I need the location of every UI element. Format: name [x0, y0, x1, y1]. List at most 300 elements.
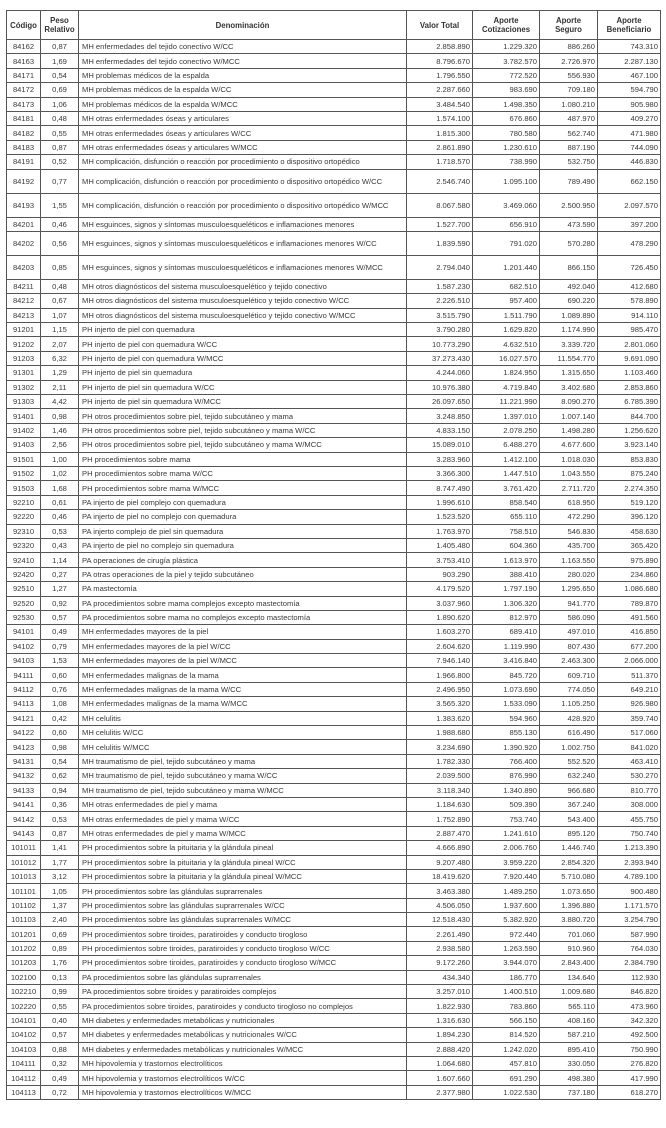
cell-valor-total: 3.484.540: [407, 97, 473, 111]
cell-denominacion: MH traumatismo de piel, tejido subcutáneo y mama: [79, 754, 407, 768]
cell-aporte-seguro: 774.050: [540, 682, 598, 696]
cell-codigo: 84213: [7, 308, 41, 322]
cell-peso-relativo: 6,32: [41, 351, 79, 365]
cell-peso-relativo: 0,88: [41, 1042, 79, 1056]
cell-aporte-seguro: 1.002.750: [540, 740, 598, 754]
cell-aporte-seguro: 1.498.280: [540, 423, 598, 437]
cell-codigo: 92530: [7, 610, 41, 624]
table-row: [7, 126, 661, 140]
cell-aporte-seguro: 473.590: [540, 217, 598, 231]
cell-codigo: 84202: [7, 231, 41, 255]
table-row: [7, 395, 661, 409]
table-row: [7, 985, 661, 999]
cell-codigo: 84211: [7, 279, 41, 293]
cell-denominacion: MH problemas médicos de la espalda: [79, 68, 407, 82]
table-row: [7, 927, 661, 941]
cell-codigo: 94131: [7, 754, 41, 768]
cell-aporte-cotizaciones: 791.020: [473, 231, 540, 255]
cell-aporte-cotizaciones: 3.944.070: [473, 956, 540, 970]
cell-aporte-seguro: 546.830: [540, 524, 598, 538]
cell-denominacion: PA procedimientos sobre tiroides y paratiroides complejos: [79, 985, 407, 999]
cell-peso-relativo: 0,87: [41, 826, 79, 840]
cell-aporte-cotizaciones: 388.410: [473, 567, 540, 581]
cell-aporte-cotizaciones: 1.306.320: [473, 596, 540, 610]
cell-valor-total: 4.833.150: [407, 423, 473, 437]
table-row: [7, 898, 661, 912]
cell-peso-relativo: 3,12: [41, 869, 79, 883]
cell-aporte-cotizaciones: 876.990: [473, 769, 540, 783]
cell-aporte-seguro: 789.490: [540, 169, 598, 193]
table-row: [7, 510, 661, 524]
cell-aporte-seguro: 737.180: [540, 1085, 598, 1099]
cell-codigo: 94122: [7, 726, 41, 740]
cell-valor-total: 3.515.790: [407, 308, 473, 322]
table-row: [7, 941, 661, 955]
cell-denominacion: MH enfermedades del tejido conectivo W/CC: [79, 40, 407, 54]
cell-peso-relativo: 0,53: [41, 812, 79, 826]
cell-denominacion: PH procedimientos sobre la pituitaria y la glándula pineal W/CC: [79, 855, 407, 869]
cell-aporte-seguro: 1.174.990: [540, 323, 598, 337]
cell-aporte-beneficiario: 3.254.790: [598, 913, 661, 927]
cell-peso-relativo: 0,46: [41, 510, 79, 524]
cell-aporte-cotizaciones: 7.920.440: [473, 869, 540, 883]
cell-peso-relativo: 0,54: [41, 68, 79, 82]
cell-aporte-cotizaciones: 1.533.090: [473, 697, 540, 711]
cell-denominacion: PH injerto de piel con quemadura W/CC: [79, 337, 407, 351]
cell-aporte-beneficiario: 926.980: [598, 697, 661, 711]
cell-aporte-seguro: 2.711.720: [540, 481, 598, 495]
cell-aporte-seguro: 498.380: [540, 1071, 598, 1085]
cell-aporte-cotizaciones: 3.416.840: [473, 654, 540, 668]
cell-valor-total: 1.383.620: [407, 711, 473, 725]
table-row: [7, 481, 661, 495]
cell-peso-relativo: 4,42: [41, 395, 79, 409]
cell-valor-total: 3.257.010: [407, 985, 473, 999]
cell-valor-total: 3.037.960: [407, 596, 473, 610]
cell-aporte-seguro: 543.400: [540, 812, 598, 826]
table-row: [7, 639, 661, 653]
cell-aporte-beneficiario: 359.740: [598, 711, 661, 725]
cell-valor-total: 2.546.740: [407, 169, 473, 193]
cell-codigo: 94111: [7, 668, 41, 682]
cell-aporte-cotizaciones: 1.400.510: [473, 985, 540, 999]
table-row: [7, 855, 661, 869]
table-row: [7, 697, 661, 711]
cell-peso-relativo: 0,36: [41, 797, 79, 811]
cell-aporte-beneficiario: 455.750: [598, 812, 661, 826]
cell-peso-relativo: 0,55: [41, 999, 79, 1013]
cell-aporte-seguro: 408.160: [540, 1013, 598, 1027]
cell-peso-relativo: 1,77: [41, 855, 79, 869]
cell-codigo: 91501: [7, 452, 41, 466]
cell-valor-total: 4.244.060: [407, 366, 473, 380]
cell-valor-total: 3.753.410: [407, 553, 473, 567]
table-row: [7, 337, 661, 351]
cell-aporte-cotizaciones: 6.488.270: [473, 438, 540, 452]
cell-peso-relativo: 1,05: [41, 884, 79, 898]
cell-aporte-beneficiario: 416.850: [598, 625, 661, 639]
cell-valor-total: 1.763.970: [407, 524, 473, 538]
cell-aporte-cotizaciones: 1.263.590: [473, 941, 540, 955]
table-row: [7, 913, 661, 927]
cell-codigo: 84171: [7, 68, 41, 82]
cell-aporte-seguro: 1.043.550: [540, 466, 598, 480]
cell-aporte-seguro: 2.854.320: [540, 855, 598, 869]
cell-valor-total: 2.377.980: [407, 1085, 473, 1099]
table-row: [7, 884, 661, 898]
cell-aporte-beneficiario: 2.274.350: [598, 481, 661, 495]
cell-aporte-beneficiario: 1.171.570: [598, 898, 661, 912]
cell-denominacion: MH esguinces, signos y síntomas musculoesqueléticos e inflamaciones menores W/CC: [79, 231, 407, 255]
cell-denominacion: MH diabetes y enfermedades metabólicas y nutricionales: [79, 1013, 407, 1027]
cell-denominacion: PH procedimientos sobre mama: [79, 452, 407, 466]
cell-denominacion: PH otros procedimientos sobre piel, tejido subcutáneo y mama W/CC: [79, 423, 407, 437]
cell-aporte-seguro: 895.120: [540, 826, 598, 840]
cell-peso-relativo: 1,41: [41, 841, 79, 855]
cell-denominacion: PH injerto de piel sin quemadura: [79, 366, 407, 380]
cell-codigo: 91503: [7, 481, 41, 495]
cell-codigo: 84162: [7, 40, 41, 54]
cell-denominacion: MH celulitis: [79, 711, 407, 725]
cell-aporte-beneficiario: 2.097.570: [598, 193, 661, 217]
cell-denominacion: MH esguinces, signos y síntomas musculoesqueléticos e inflamaciones menores: [79, 217, 407, 231]
cell-aporte-seguro: 11.554.770: [540, 351, 598, 365]
cell-codigo: 92310: [7, 524, 41, 538]
cell-peso-relativo: 0,48: [41, 279, 79, 293]
cell-denominacion: PA injerto de piel no complejo sin quemadura: [79, 538, 407, 552]
cell-denominacion: MH diabetes y enfermedades metabólicas y nutricionales W/MCC: [79, 1042, 407, 1056]
table-row: [7, 668, 661, 682]
table-row: [7, 40, 661, 54]
cell-aporte-cotizaciones: 845.720: [473, 668, 540, 682]
cell-aporte-beneficiario: 409.270: [598, 111, 661, 125]
cell-codigo: 84203: [7, 255, 41, 279]
cell-denominacion: PH procedimientos sobre la pituitaria y la glándula pineal: [79, 841, 407, 855]
cell-codigo: 101012: [7, 855, 41, 869]
cell-aporte-seguro: 1.080.210: [540, 97, 598, 111]
cell-aporte-cotizaciones: 738.990: [473, 155, 540, 169]
cell-aporte-cotizaciones: 1.022.530: [473, 1085, 540, 1099]
cell-valor-total: 1.587.230: [407, 279, 473, 293]
cell-peso-relativo: 2,07: [41, 337, 79, 351]
cell-aporte-seguro: 966.680: [540, 783, 598, 797]
cell-aporte-cotizaciones: 3.469.060: [473, 193, 540, 217]
cell-denominacion: MH esguinces, signos y síntomas musculoesqueléticos e inflamaciones menores W/MCC: [79, 255, 407, 279]
cell-aporte-seguro: 1.396.880: [540, 898, 598, 912]
cell-valor-total: 2.861.890: [407, 140, 473, 154]
cell-aporte-beneficiario: 2.853.860: [598, 380, 661, 394]
cell-denominacion: PH otros procedimientos sobre piel, tejido subcutáneo y mama: [79, 409, 407, 423]
cell-codigo: 94142: [7, 812, 41, 826]
cell-valor-total: 1.405.480: [407, 538, 473, 552]
table-body: [7, 40, 661, 1100]
cell-peso-relativo: 0,43: [41, 538, 79, 552]
cell-codigo: 91303: [7, 395, 41, 409]
cell-aporte-beneficiario: 473.960: [598, 999, 661, 1013]
cell-denominacion: PH procedimientos sobre tiroides, paratiroides y conducto tirogloso: [79, 927, 407, 941]
cell-aporte-cotizaciones: 855.130: [473, 726, 540, 740]
cell-codigo: 91203: [7, 351, 41, 365]
cell-aporte-beneficiario: 492.500: [598, 1028, 661, 1042]
table-row: [7, 111, 661, 125]
cell-aporte-beneficiario: 412.680: [598, 279, 661, 293]
cell-aporte-cotizaciones: 2.078.250: [473, 423, 540, 437]
cell-valor-total: 1.996.610: [407, 495, 473, 509]
table-row: [7, 682, 661, 696]
cell-codigo: 94102: [7, 639, 41, 653]
table-row: [7, 1042, 661, 1056]
cell-denominacion: PH procedimientos sobre las glándulas suprarrenales W/MCC: [79, 913, 407, 927]
cell-peso-relativo: 1,27: [41, 582, 79, 596]
cell-aporte-beneficiario: 789.870: [598, 596, 661, 610]
cell-aporte-beneficiario: 308.000: [598, 797, 661, 811]
cell-peso-relativo: 0,98: [41, 409, 79, 423]
cell-valor-total: 1.988.680: [407, 726, 473, 740]
cell-aporte-beneficiario: 458.630: [598, 524, 661, 538]
cell-aporte-cotizaciones: 1.340.890: [473, 783, 540, 797]
cell-aporte-seguro: 701.060: [540, 927, 598, 941]
cell-codigo: 91202: [7, 337, 41, 351]
cell-aporte-seguro: 866.150: [540, 255, 598, 279]
cell-aporte-beneficiario: 397.200: [598, 217, 661, 231]
cell-valor-total: 1.064.680: [407, 1057, 473, 1071]
table-row: [7, 553, 661, 567]
cell-codigo: 84172: [7, 83, 41, 97]
cell-aporte-seguro: 556.930: [540, 68, 598, 82]
cell-aporte-seguro: 280.020: [540, 567, 598, 581]
table-row: [7, 711, 661, 725]
cell-aporte-seguro: 1.009.680: [540, 985, 598, 999]
cell-valor-total: 1.966.800: [407, 668, 473, 682]
cell-codigo: 104112: [7, 1071, 41, 1085]
cell-aporte-beneficiario: 875.240: [598, 466, 661, 480]
cell-aporte-cotizaciones: 1.201.440: [473, 255, 540, 279]
cell-peso-relativo: 1,08: [41, 697, 79, 711]
cell-valor-total: 3.248.850: [407, 409, 473, 423]
cell-denominacion: PA otras operaciones de la piel y tejido subcutáneo: [79, 567, 407, 581]
cell-aporte-beneficiario: 587.990: [598, 927, 661, 941]
cell-aporte-cotizaciones: 1.241.610: [473, 826, 540, 840]
cell-valor-total: 1.184.630: [407, 797, 473, 811]
cell-denominacion: PH procedimientos sobre mama W/MCC: [79, 481, 407, 495]
cell-codigo: 92420: [7, 567, 41, 581]
table-row: [7, 54, 661, 68]
cell-denominacion: PH injerto de piel sin quemadura W/MCC: [79, 395, 407, 409]
cell-aporte-cotizaciones: 604.360: [473, 538, 540, 552]
cell-aporte-beneficiario: 844.700: [598, 409, 661, 423]
cell-aporte-cotizaciones: 594.960: [473, 711, 540, 725]
cell-aporte-beneficiario: 750.990: [598, 1042, 661, 1056]
cell-valor-total: 1.894.230: [407, 1028, 473, 1042]
cell-aporte-beneficiario: 900.480: [598, 884, 661, 898]
cell-denominacion: MH enfermedades mayores de la piel W/CC: [79, 639, 407, 653]
cell-denominacion: MH complicación, disfunción o reacción por procedimiento o dispositivo ortopédico: [79, 155, 407, 169]
cell-denominacion: MH hipovolemia y trastornos electrolíticos W/CC: [79, 1071, 407, 1085]
cell-denominacion: PA procedimientos sobre mama complejos excepto mastectomía: [79, 596, 407, 610]
cell-aporte-seguro: 2.500.950: [540, 193, 598, 217]
table-row: [7, 169, 661, 193]
cell-aporte-beneficiario: 1.213.390: [598, 841, 661, 855]
cell-denominacion: PA injerto de piel no complejo con quemadura: [79, 510, 407, 524]
cell-aporte-beneficiario: 905.980: [598, 97, 661, 111]
cell-valor-total: 18.419.620: [407, 869, 473, 883]
cell-aporte-cotizaciones: 1.824.950: [473, 366, 540, 380]
cell-aporte-beneficiario: 446.830: [598, 155, 661, 169]
table-row: [7, 869, 661, 883]
cell-aporte-cotizaciones: 3.959.220: [473, 855, 540, 869]
cell-denominacion: PH procedimientos sobre las glándulas suprarrenales W/CC: [79, 898, 407, 912]
cell-aporte-seguro: 565.110: [540, 999, 598, 1013]
cell-aporte-beneficiario: 234.860: [598, 567, 661, 581]
cell-aporte-cotizaciones: 858.540: [473, 495, 540, 509]
cell-denominacion: MH otros diagnósticos del sistema musculoesquelético y tejido conectivo W/CC: [79, 294, 407, 308]
cell-aporte-seguro: 2.726.970: [540, 54, 598, 68]
cell-aporte-cotizaciones: 1.498.350: [473, 97, 540, 111]
table-row: [7, 409, 661, 423]
cell-valor-total: 37.273.430: [407, 351, 473, 365]
cell-aporte-beneficiario: 677.200: [598, 639, 661, 653]
table-row: [7, 841, 661, 855]
cell-aporte-seguro: 618.950: [540, 495, 598, 509]
cell-valor-total: 1.752.890: [407, 812, 473, 826]
cell-denominacion: MH otras enfermedades óseas y articulares W/CC: [79, 126, 407, 140]
table-row: [7, 438, 661, 452]
cell-denominacion: PH procedimientos sobre las glándulas suprarrenales: [79, 884, 407, 898]
cell-denominacion: PH injerto de piel con quemadura: [79, 323, 407, 337]
cell-aporte-cotizaciones: 691.290: [473, 1071, 540, 1085]
table-row: [7, 596, 661, 610]
cell-codigo: 94103: [7, 654, 41, 668]
cell-aporte-seguro: 1.295.650: [540, 582, 598, 596]
cell-aporte-seguro: 1.018.030: [540, 452, 598, 466]
cell-aporte-cotizaciones: 457.810: [473, 1057, 540, 1071]
table-row: [7, 826, 661, 840]
cell-aporte-beneficiario: 985.470: [598, 323, 661, 337]
cell-aporte-cotizaciones: 1.937.600: [473, 898, 540, 912]
cell-valor-total: 15.089.010: [407, 438, 473, 452]
cell-codigo: 91201: [7, 323, 41, 337]
cell-aporte-beneficiario: 726.450: [598, 255, 661, 279]
cell-peso-relativo: 0,87: [41, 40, 79, 54]
cell-aporte-cotizaciones: 11.221.990: [473, 395, 540, 409]
cell-denominacion: MH otras enfermedades óseas y articulares W/MCC: [79, 140, 407, 154]
cell-denominacion: PH procedimientos sobre la pituitaria y la glándula pineal W/MCC: [79, 869, 407, 883]
cell-denominacion: MH enfermedades malignas de la mama W/MCC: [79, 697, 407, 711]
cell-aporte-cotizaciones: 4.719.840: [473, 380, 540, 394]
cell-codigo: 101103: [7, 913, 41, 927]
cell-aporte-seguro: 428.920: [540, 711, 598, 725]
cell-valor-total: 2.496.950: [407, 682, 473, 696]
cell-peso-relativo: 0,72: [41, 1085, 79, 1099]
cell-aporte-cotizaciones: 1.629.820: [473, 323, 540, 337]
cell-aporte-seguro: 3.402.680: [540, 380, 598, 394]
cell-aporte-cotizaciones: 1.489.250: [473, 884, 540, 898]
cell-codigo: 92210: [7, 495, 41, 509]
cell-valor-total: 3.463.380: [407, 884, 473, 898]
cell-valor-total: 1.603.270: [407, 625, 473, 639]
cell-codigo: 84163: [7, 54, 41, 68]
cell-aporte-seguro: 910.960: [540, 941, 598, 955]
cell-denominacion: MH enfermedades del tejido conectivo W/MCC: [79, 54, 407, 68]
table-row: [7, 380, 661, 394]
cell-valor-total: 903.290: [407, 567, 473, 581]
cell-valor-total: 3.234.690: [407, 740, 473, 754]
cell-aporte-seguro: 8.090.270: [540, 395, 598, 409]
table-row: [7, 466, 661, 480]
cell-aporte-cotizaciones: 1.242.020: [473, 1042, 540, 1056]
cell-aporte-beneficiario: 2.384.790: [598, 956, 661, 970]
cell-valor-total: 1.607.660: [407, 1071, 473, 1085]
table-row: [7, 217, 661, 231]
cell-aporte-seguro: 632.240: [540, 769, 598, 783]
cell-denominacion: PH otros procedimientos sobre piel, tejido subcutáneo y mama W/MCC: [79, 438, 407, 452]
cell-aporte-cotizaciones: 656.910: [473, 217, 540, 231]
cell-codigo: 104101: [7, 1013, 41, 1027]
cell-codigo: 101203: [7, 956, 41, 970]
cell-codigo: 94133: [7, 783, 41, 797]
cell-codigo: 91402: [7, 423, 41, 437]
cell-codigo: 102210: [7, 985, 41, 999]
cell-aporte-beneficiario: 750.740: [598, 826, 661, 840]
table-row: [7, 769, 661, 783]
cell-aporte-cotizaciones: 3.782.570: [473, 54, 540, 68]
cell-aporte-seguro: 1.073.650: [540, 884, 598, 898]
cell-codigo: 84182: [7, 126, 41, 140]
cell-aporte-beneficiario: 810.770: [598, 783, 661, 797]
cell-aporte-seguro: 1.007.140: [540, 409, 598, 423]
cell-valor-total: 2.039.500: [407, 769, 473, 783]
cell-peso-relativo: 0,60: [41, 668, 79, 682]
header-aporte-beneficiario: Aporte Beneficiario: [598, 11, 661, 40]
cell-aporte-cotizaciones: 566.150: [473, 1013, 540, 1027]
cell-aporte-seguro: 497.010: [540, 625, 598, 639]
cell-codigo: 91401: [7, 409, 41, 423]
table-row: [7, 654, 661, 668]
cell-peso-relativo: 0,76: [41, 682, 79, 696]
cell-aporte-beneficiario: 467.100: [598, 68, 661, 82]
cell-aporte-cotizaciones: 772.520: [473, 68, 540, 82]
cell-aporte-beneficiario: 396.120: [598, 510, 661, 524]
cell-peso-relativo: 1,46: [41, 423, 79, 437]
cell-aporte-cotizaciones: 957.400: [473, 294, 540, 308]
cell-aporte-cotizaciones: 1.511.790: [473, 308, 540, 322]
cell-peso-relativo: 0,54: [41, 754, 79, 768]
cell-denominacion: MH diabetes y enfermedades metabólicas y nutricionales W/CC: [79, 1028, 407, 1042]
cell-aporte-seguro: 472.290: [540, 510, 598, 524]
cell-aporte-seguro: 2.463.300: [540, 654, 598, 668]
cell-aporte-cotizaciones: 676.860: [473, 111, 540, 125]
cell-codigo: 101011: [7, 841, 41, 855]
cell-aporte-seguro: 807.430: [540, 639, 598, 653]
cell-aporte-beneficiario: 112.930: [598, 970, 661, 984]
cell-aporte-beneficiario: 365.420: [598, 538, 661, 552]
cell-codigo: 104102: [7, 1028, 41, 1042]
cell-denominacion: PH procedimientos sobre tiroides, paratiroides y conducto tirogloso W/CC: [79, 941, 407, 955]
cell-codigo: 94121: [7, 711, 41, 725]
cell-peso-relativo: 1,06: [41, 97, 79, 111]
cell-peso-relativo: 1,69: [41, 54, 79, 68]
cell-denominacion: MH otras enfermedades de piel y mama: [79, 797, 407, 811]
cell-codigo: 101102: [7, 898, 41, 912]
table-header-row: [7, 11, 661, 40]
cell-aporte-seguro: 532.750: [540, 155, 598, 169]
cell-valor-total: 2.794.040: [407, 255, 473, 279]
cell-codigo: 101202: [7, 941, 41, 955]
cell-aporte-beneficiario: 471.980: [598, 126, 661, 140]
cell-aporte-beneficiario: 2.801.060: [598, 337, 661, 351]
cell-peso-relativo: 0,57: [41, 610, 79, 624]
cell-aporte-seguro: 709.180: [540, 83, 598, 97]
